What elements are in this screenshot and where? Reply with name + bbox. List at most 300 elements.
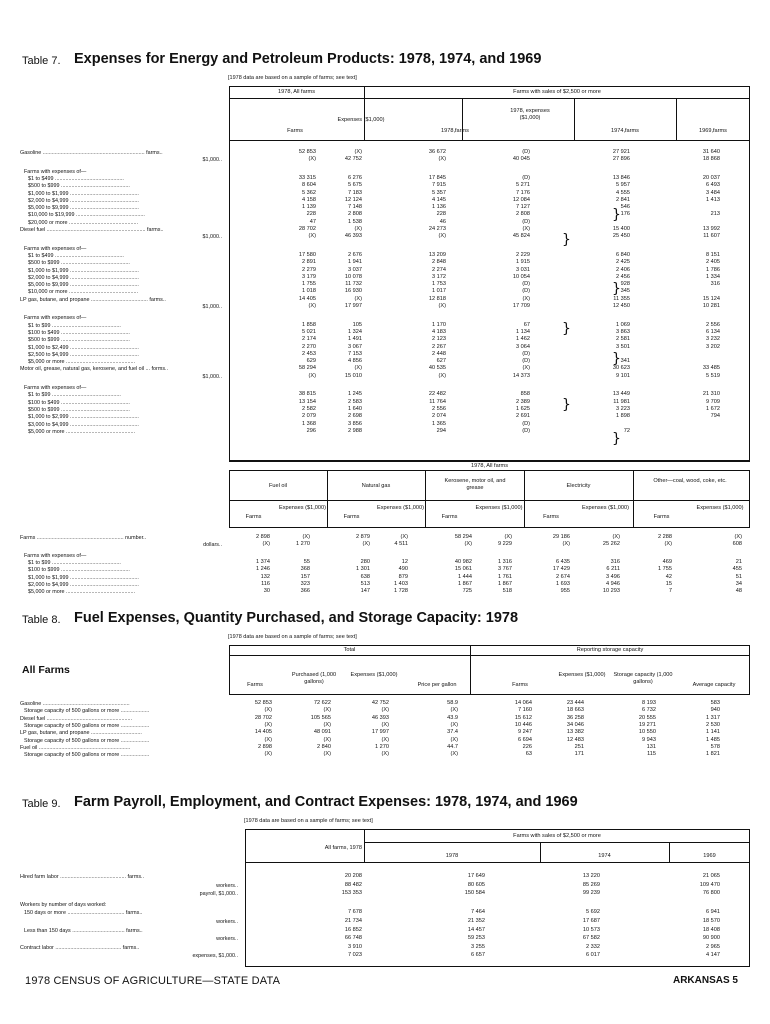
- t7-cell: 16 930: [344, 288, 362, 295]
- t8-cell: (X): [323, 721, 331, 728]
- t8-cell: (X): [381, 736, 389, 743]
- t7-sub-cell: 51: [735, 573, 742, 580]
- t7-sub-cell: 316: [610, 558, 620, 565]
- t7-cell: 228: [306, 211, 316, 218]
- t7-cell: 14 373: [512, 372, 530, 379]
- t7-cell: 6 493: [706, 182, 720, 189]
- t7-sub-cell: 132: [260, 573, 270, 580]
- t7-cell: 72: [623, 427, 630, 434]
- t7-cell: 7 153: [348, 350, 362, 357]
- t7-sub-cell: 7: [668, 588, 672, 595]
- t7-row-label: Farms with expenses of—: [24, 245, 87, 252]
- t9-cell: 153 353: [341, 890, 362, 897]
- t7-sub-cell: 725: [462, 588, 472, 595]
- t8-cell: 17 997: [371, 729, 389, 736]
- t7-row-label: $1 to $499 ..............................................: [28, 252, 124, 259]
- t7-cell: 627: [436, 358, 446, 365]
- t7-cell: 52 853: [298, 149, 316, 155]
- t9-cell: 3 910: [348, 943, 362, 950]
- t7-row-label: $10,000 or more ..............................................: [28, 289, 138, 296]
- t8-cell: 58.9: [447, 700, 458, 706]
- t7-cell: 5 362: [302, 189, 316, 196]
- t9-cell: 59 253: [467, 935, 485, 942]
- t7-cell: 3 037: [348, 266, 362, 273]
- t7-cell: 17 997: [344, 303, 362, 309]
- t7-cell: 3 031: [516, 266, 530, 273]
- t7-cell: 15 010: [344, 372, 362, 379]
- t7-hdr-all: 1978, All farms: [278, 89, 315, 95]
- t7-sub-cell: 280: [360, 558, 370, 565]
- t7-sub-cell: 34: [735, 580, 742, 587]
- t8-row-label: Gasoline ..........................................................: [20, 701, 130, 707]
- t9-row-label: 150 days or more ...................................... farms..: [24, 910, 143, 917]
- t7-row-label: Farms with expenses of—: [24, 385, 87, 391]
- t7-cell: 794: [710, 413, 720, 420]
- t7-cell: 2 456: [616, 273, 630, 280]
- t7-cell: 3 172: [432, 273, 446, 280]
- t7-cell: 67: [523, 321, 530, 328]
- t7-row-label: Diesel fuel .................................................................. farms..: [20, 227, 164, 233]
- t7-sub-group-electricity: Electricity: [566, 483, 591, 489]
- brace: }: [562, 232, 571, 248]
- t7-sub-cell: 1 867: [458, 580, 472, 587]
- t8-cell: (X): [264, 736, 272, 743]
- t7-cell: 27 921: [612, 149, 630, 155]
- t7-sub-cell: 12: [401, 558, 408, 565]
- t7-cell: 928: [620, 281, 630, 288]
- t7-sub-cell: 469: [662, 558, 672, 565]
- t7-sub-cell: 1 403: [394, 580, 408, 587]
- footer-title: 1978 CENSUS OF AGRICULTURE—STATE DATA: [25, 975, 281, 987]
- t7-cell: 1 941: [348, 259, 362, 266]
- t7-sub-cell: 6 435: [556, 558, 570, 565]
- t7-cell: 21 310: [702, 391, 720, 398]
- t7-cell: 629: [306, 358, 316, 365]
- t7-cell: 1 245: [348, 391, 362, 398]
- t8-cell: 44.7: [447, 743, 458, 750]
- t9-cell: 150 584: [464, 890, 485, 897]
- t9-cell: 14 457: [467, 926, 485, 933]
- t7-row-label: $1 to $499 ..............................................: [28, 175, 124, 182]
- t8-cell: (X): [450, 707, 458, 714]
- t7-sub-cell: 366: [300, 588, 310, 595]
- t8-cell: 251: [574, 743, 584, 750]
- t7-sub-cell: 1 728: [394, 588, 408, 595]
- t7-cell: 316: [710, 281, 720, 288]
- t7-row-label: Motor oil, grease, natural gas, kerosene, and fuel oil ... forms..: [20, 366, 169, 373]
- t7-cell: 3 232: [706, 336, 720, 343]
- t7-sub-row-label: $1 to $99 ..............................................: [28, 559, 121, 566]
- t7-cell: 5 675: [348, 182, 362, 189]
- t7-sub-cell: (X): [664, 541, 672, 548]
- t7-cell: (X): [354, 149, 362, 155]
- t8-col-header: Expenses ($1,000): [350, 672, 398, 678]
- t7-sub-row-label: Farms with expenses of—: [24, 552, 87, 559]
- t7-cell: 40 535: [428, 365, 446, 372]
- t7-sub-cell: (X): [562, 541, 570, 548]
- t9-cell: 18 570: [702, 918, 720, 924]
- t7-sub-cell: 608: [732, 541, 742, 548]
- t7-cell: 1 018: [302, 288, 316, 295]
- t8-col-header: Farms: [247, 682, 263, 688]
- t7-cell: 4 183: [432, 328, 446, 335]
- t7-cell: 2 691: [516, 413, 530, 420]
- t9-cell: 20 208: [344, 873, 362, 879]
- t7-cell: 46: [439, 218, 446, 225]
- t7-cell: (X): [308, 156, 316, 163]
- t9-cell: 13 220: [582, 873, 600, 879]
- t8-cell: 115: [647, 751, 656, 758]
- t7-cell: 4 145: [432, 196, 446, 203]
- t7-row-label: $1,000..: [202, 373, 222, 380]
- t8-cell: 6 694: [518, 736, 532, 743]
- t7-row-label: $2,500 to $4,999 ..............................................: [28, 351, 139, 358]
- t7-cell: 2 453: [302, 350, 316, 357]
- t7-hdr-1969: 1969,farms: [699, 128, 727, 134]
- t9-row-label: Hired farm labor ............................................ farms..: [20, 874, 145, 880]
- t7-cell: 5 957: [616, 182, 630, 189]
- t9-hdr-sales: Farms with sales of $2,500 or more: [513, 833, 601, 839]
- table7-number: Table 7.: [22, 55, 61, 67]
- t7-sub-group-other: Other—coal, wood, coke, etc.: [653, 478, 727, 484]
- t7-sub-cell: 2 288: [658, 534, 672, 540]
- t7-sub-cell: 21: [735, 558, 742, 565]
- t7-hdr-farms: Farms: [287, 128, 303, 134]
- t9-cell: 17 687: [582, 918, 600, 924]
- t7-sub-cell: 368: [300, 566, 310, 573]
- t8-cell: 226: [522, 743, 532, 750]
- t7-cell: 1 462: [516, 336, 530, 343]
- t8-cell: 63: [525, 751, 532, 758]
- t7-cell: 13 154: [298, 398, 316, 405]
- t8-cell: 18 663: [566, 707, 584, 714]
- t7-cell: 17 709: [512, 303, 530, 309]
- t7-sub-cell: 4 946: [606, 580, 620, 587]
- t8-cell: 10 550: [638, 729, 656, 736]
- t7-cell: 1 170: [432, 321, 446, 328]
- t7-sub-row-label: $5,000 or more ..............................................: [28, 589, 135, 596]
- t7-cell: (D): [522, 427, 530, 434]
- t9-cell: 10 573: [582, 926, 600, 933]
- t7-cell: 11 732: [345, 281, 362, 288]
- t8-cell: 15 612: [514, 714, 532, 721]
- t7-cell: (X): [308, 303, 316, 309]
- t7-sub-cell: (X): [362, 541, 370, 548]
- t7-cell: (X): [438, 156, 446, 163]
- t7-cell: (X): [308, 233, 316, 240]
- t7-sub-cell: 116: [261, 580, 270, 587]
- t8-cell: 1 821: [706, 751, 720, 758]
- t7-cell: 13 209: [428, 251, 446, 258]
- t7-sub-cell: (X): [302, 534, 310, 540]
- t9-row-label: workers..: [216, 919, 238, 925]
- t8-cell: (X): [264, 751, 272, 758]
- t9-cell: 7 023: [348, 952, 362, 959]
- t8-row-label: Fuel oil .............................................................: [20, 744, 131, 751]
- t7-sub-cell: 157: [300, 573, 310, 580]
- t7-cell: 14 405: [298, 295, 316, 302]
- t7-sub-group-kerosene: Kerosene, motor oil, and grease: [444, 478, 506, 491]
- t9-row-label: workers..: [216, 936, 238, 943]
- t8-cell: 940: [710, 707, 720, 714]
- t7-cell: 2 123: [432, 336, 446, 343]
- t7-sub-cell: (X): [262, 541, 270, 548]
- footer-page: ARKANSAS 5: [672, 975, 738, 986]
- t7-row-label: $1,000 to $1,999 ..............................................: [28, 267, 139, 274]
- t7-row-label: $500 to $999 ..............................................: [28, 406, 130, 413]
- t8-cell: 12 483: [566, 736, 584, 743]
- t9-cell: 5 692: [586, 909, 600, 916]
- t7-cell: 47: [309, 218, 316, 225]
- t8-cell: 14 064: [514, 700, 532, 706]
- t9-cell: 3 255: [471, 943, 485, 950]
- t8-cell: 42 752: [371, 700, 389, 706]
- t8-cell: (X): [264, 707, 272, 714]
- t7-hdr-1978farms: 1978,farms: [441, 128, 469, 134]
- t7-row-label: $1,000..: [202, 234, 222, 241]
- t7-cell: (X): [354, 295, 362, 302]
- t7-row-label: $5,000 to $9,999 ..............................................: [28, 205, 139, 212]
- t7-cell: 3 179: [302, 273, 316, 280]
- t9-cell: 2 332: [586, 943, 600, 950]
- t7-hdr-1978exp: 1978, expenses ($1,000): [510, 108, 550, 121]
- t7-sub-group-fuel-oil: Fuel oil: [268, 483, 288, 489]
- t8-cell: 9 943: [642, 736, 656, 743]
- t7-cell: 1 324: [348, 328, 362, 335]
- t7-sub-col-header: Farms: [653, 514, 670, 520]
- t7-sub-cell: 15 061: [454, 566, 472, 573]
- t7-sub-col-header: Expenses ($1,000): [279, 505, 326, 511]
- t9-row-label: Less than 150 days ................................... farms..: [24, 927, 143, 934]
- t7-cell: 546: [620, 204, 630, 211]
- t7-cell: 12 818: [428, 295, 446, 302]
- t7-cell: 3 863: [616, 328, 630, 335]
- t7-sub-cell: 10 293: [602, 588, 620, 595]
- t7-cell: 36 672: [428, 149, 446, 155]
- t7-cell: 1 017: [432, 288, 446, 295]
- t7-sub-cell: (X): [464, 541, 472, 548]
- t7-cell: 17 580: [298, 251, 316, 258]
- t7-cell: 1 915: [516, 259, 530, 266]
- t7-cell: 1 898: [616, 413, 630, 420]
- t7-cell: 11 764: [429, 398, 446, 405]
- t7-cell: 28 702: [298, 226, 316, 232]
- t7-cell: 33 485: [702, 365, 720, 372]
- t7-row-label: $100 to $499 ..............................................: [28, 329, 130, 336]
- t7-sub-cell: 58 294: [454, 534, 472, 540]
- t7-cell: 1 858: [302, 321, 316, 328]
- t7-row-label: $1 to $99 ..............................................: [28, 322, 121, 329]
- t7-cell: 294: [436, 427, 446, 434]
- t8-hdr-total: Total: [343, 647, 356, 653]
- t8-cell: 23 444: [566, 700, 584, 706]
- t7-sub-cell: 1 270: [296, 541, 310, 548]
- t8-cell: 131: [646, 743, 656, 750]
- t7-cell: 7 148: [348, 204, 362, 211]
- t7-cell: 11 355: [613, 295, 630, 302]
- t7-cell: 2 556: [432, 405, 446, 412]
- t7-cell: 1 069: [616, 321, 630, 328]
- t8-cell: 171: [574, 751, 584, 758]
- t9-row-label: payroll, $1,000..: [199, 891, 238, 898]
- t7-cell: 3 501: [616, 343, 630, 350]
- t7-cell: 3 856: [348, 420, 362, 427]
- t7-cell: 2 582: [302, 405, 316, 412]
- t8-cell: 1 141: [706, 729, 720, 736]
- t7-cell: (D): [522, 288, 530, 295]
- t7-cell: (D): [522, 350, 530, 357]
- t7-cell: 20 037: [702, 174, 720, 181]
- t9-cell: 6 017: [586, 952, 600, 959]
- t8-cell: 7 160: [518, 707, 532, 714]
- t7-cell: (X): [438, 372, 446, 379]
- t7-cell: 2 406: [616, 266, 630, 273]
- t7-cell: 2 848: [432, 259, 446, 266]
- t7-cell: 24 273: [428, 226, 446, 232]
- t9-cell: 18 408: [702, 926, 720, 933]
- t7-cell: 1 672: [706, 405, 720, 412]
- t9-cell: 2 965: [706, 943, 720, 950]
- t7-row-label: $10,000 to $19,999 ..............................................: [28, 212, 145, 219]
- t7-sub-col-header: Farms: [245, 514, 262, 520]
- t7-sub-cell: 4 511: [394, 541, 408, 548]
- t7-cell: 8 151: [706, 251, 720, 258]
- t7-cell: 8 604: [302, 182, 316, 189]
- t8-cell: 105 565: [310, 714, 331, 721]
- table8-title: Fuel Expenses, Quantity Purchased, and Storage Capacity: 1978: [74, 610, 519, 626]
- t7-sub-cell: 55: [303, 558, 310, 565]
- t8-row-label: LP gas, butane, and propane ..................................: [20, 730, 142, 737]
- t7-cell: 10 078: [344, 273, 362, 280]
- t7-sub-cell: 455: [732, 566, 742, 573]
- t7-cell: 2 808: [516, 211, 530, 218]
- t7-cell: (D): [522, 281, 530, 288]
- t7-cell: 7 183: [348, 189, 362, 196]
- t7-sub-cell: 1 316: [498, 558, 512, 565]
- t7-row-label: $2,000 to $4,999 ..............................................: [28, 197, 139, 204]
- t7-sub-cell: 3 496: [606, 573, 620, 580]
- t7-cell: 12 084: [512, 196, 530, 203]
- t9-cell: 7 678: [348, 909, 362, 916]
- t7-cell: 2 808: [348, 211, 362, 218]
- t7-cell: 46 393: [344, 233, 362, 240]
- t7-hdr-1974: 1974,farms: [611, 128, 639, 134]
- t7-cell: 1 640: [348, 405, 362, 412]
- t8-cell: (X): [323, 707, 331, 714]
- t9-hdr-1969: 1969: [703, 853, 716, 859]
- t7-sub-cell: 1 867: [498, 580, 512, 587]
- t7-cell: 2 267: [432, 343, 446, 350]
- t7-cell: 1 136: [432, 204, 446, 211]
- t9-cell: 4 147: [706, 952, 720, 959]
- t7-cell: 15 400: [612, 226, 630, 232]
- t7-cell: 2 891: [302, 259, 316, 266]
- t7-row-label: Gasoline .................................................................... farms..: [20, 150, 163, 156]
- t8-cell: 2 530: [706, 721, 720, 728]
- t7-sub-cell: 1 374: [256, 558, 270, 565]
- t7-hdr-expenses: Expenses ($1,000): [337, 117, 385, 123]
- t9-cell: 7 464: [471, 909, 485, 916]
- t8-cell: 2 840: [317, 743, 331, 750]
- t7-row-label: LP gas, butane, and propane ...................................... farms..: [20, 296, 166, 303]
- t7-row-label: $1,000 to $2,499 ..............................................: [28, 344, 139, 351]
- table8-note: [1978 data are based on a sample of farms; see text]: [228, 634, 357, 640]
- t7-cell: 15 124: [702, 295, 720, 302]
- table8-all-farms: All Farms: [22, 664, 70, 676]
- t7-cell: 213: [710, 211, 720, 218]
- t7-sub-header: 1978, All farms: [471, 463, 508, 469]
- t7-sub-col-header: Expenses ($1,000): [475, 505, 523, 511]
- t7-cell: 40 045: [512, 156, 530, 163]
- t7-cell: (X): [438, 303, 446, 309]
- t7-cell: 2 279: [302, 266, 316, 273]
- t7-sub-cell: 1 693: [556, 580, 570, 587]
- t8-cell: (X): [450, 736, 458, 743]
- t7-cell: 12 124: [344, 196, 362, 203]
- t7-sub-row-label: $100 to $999 ..............................................: [28, 567, 130, 574]
- t7-cell: 9 709: [706, 398, 720, 405]
- t9-cell: 109 470: [699, 881, 720, 888]
- t7-row-label: $3,000 to $4,999 ..............................................: [28, 421, 139, 428]
- t7-cell: (X): [522, 295, 530, 302]
- t9-cell: 6 941: [706, 909, 720, 916]
- t7-cell: 5 271: [516, 182, 530, 189]
- t7-sub-cell: 15: [665, 580, 672, 587]
- t8-col-header: Expenses ($1,000): [558, 672, 606, 678]
- t7-cell: 7 127: [516, 204, 530, 211]
- t8-row-label: Storage capacity of 500 gallons or more ...................: [24, 708, 150, 715]
- t7-cell: (X): [354, 226, 362, 232]
- t8-cell: 578: [710, 743, 720, 750]
- t7-cell: 1 625: [516, 405, 530, 412]
- t9-cell: 21 352: [467, 918, 485, 924]
- t7-cell: 2 841: [616, 196, 630, 203]
- t7-cell: 6 840: [616, 251, 630, 258]
- t8-cell: 10 446: [514, 721, 532, 728]
- t8-col-header: Average capacity: [692, 682, 736, 688]
- t7-cell: 341: [620, 358, 630, 365]
- t8-cell: 34 046: [566, 721, 584, 728]
- t7-cell: 42 752: [344, 156, 362, 163]
- brace: }: [612, 207, 621, 223]
- t7-sub-cell: (X): [504, 534, 512, 540]
- t8-cell: (X): [381, 707, 389, 714]
- t7-cell: 45 824: [512, 233, 530, 240]
- t7-sub-col-header: Farms: [441, 514, 458, 520]
- t7-cell: 31 640: [702, 149, 720, 155]
- t8-cell: 9 247: [518, 729, 532, 736]
- t7-hdr-sales: Farms with sales of $2,500 or more: [513, 89, 601, 95]
- t7-row-label: $1,000..: [202, 304, 222, 310]
- t7-cell: 5 021: [302, 328, 316, 335]
- t7-sub-cell: 518: [502, 588, 512, 595]
- t7-cell: 2 425: [616, 259, 630, 266]
- brace: }: [612, 281, 621, 297]
- t7-sub-cell: 9 229: [498, 541, 512, 548]
- t7-row-label: Farms with expenses of—: [24, 168, 87, 175]
- t7-cell: 2 389: [516, 398, 530, 405]
- t9-cell: 17 649: [467, 873, 485, 879]
- t7-cell: 2 174: [302, 336, 316, 343]
- t7-sub-col-header: Farms: [343, 514, 360, 520]
- t7-row-label: $500 to $999 ..............................................: [28, 183, 130, 190]
- t8-cell: 52 853: [254, 700, 272, 706]
- table8-number: Table 8.: [22, 614, 61, 626]
- t8-cell: 1 270: [375, 743, 389, 750]
- t7-sub-cell: (X): [734, 534, 742, 540]
- t7-sub-cell: 490: [398, 566, 408, 573]
- t9-row-label: Workers by number of days worked:: [20, 901, 107, 908]
